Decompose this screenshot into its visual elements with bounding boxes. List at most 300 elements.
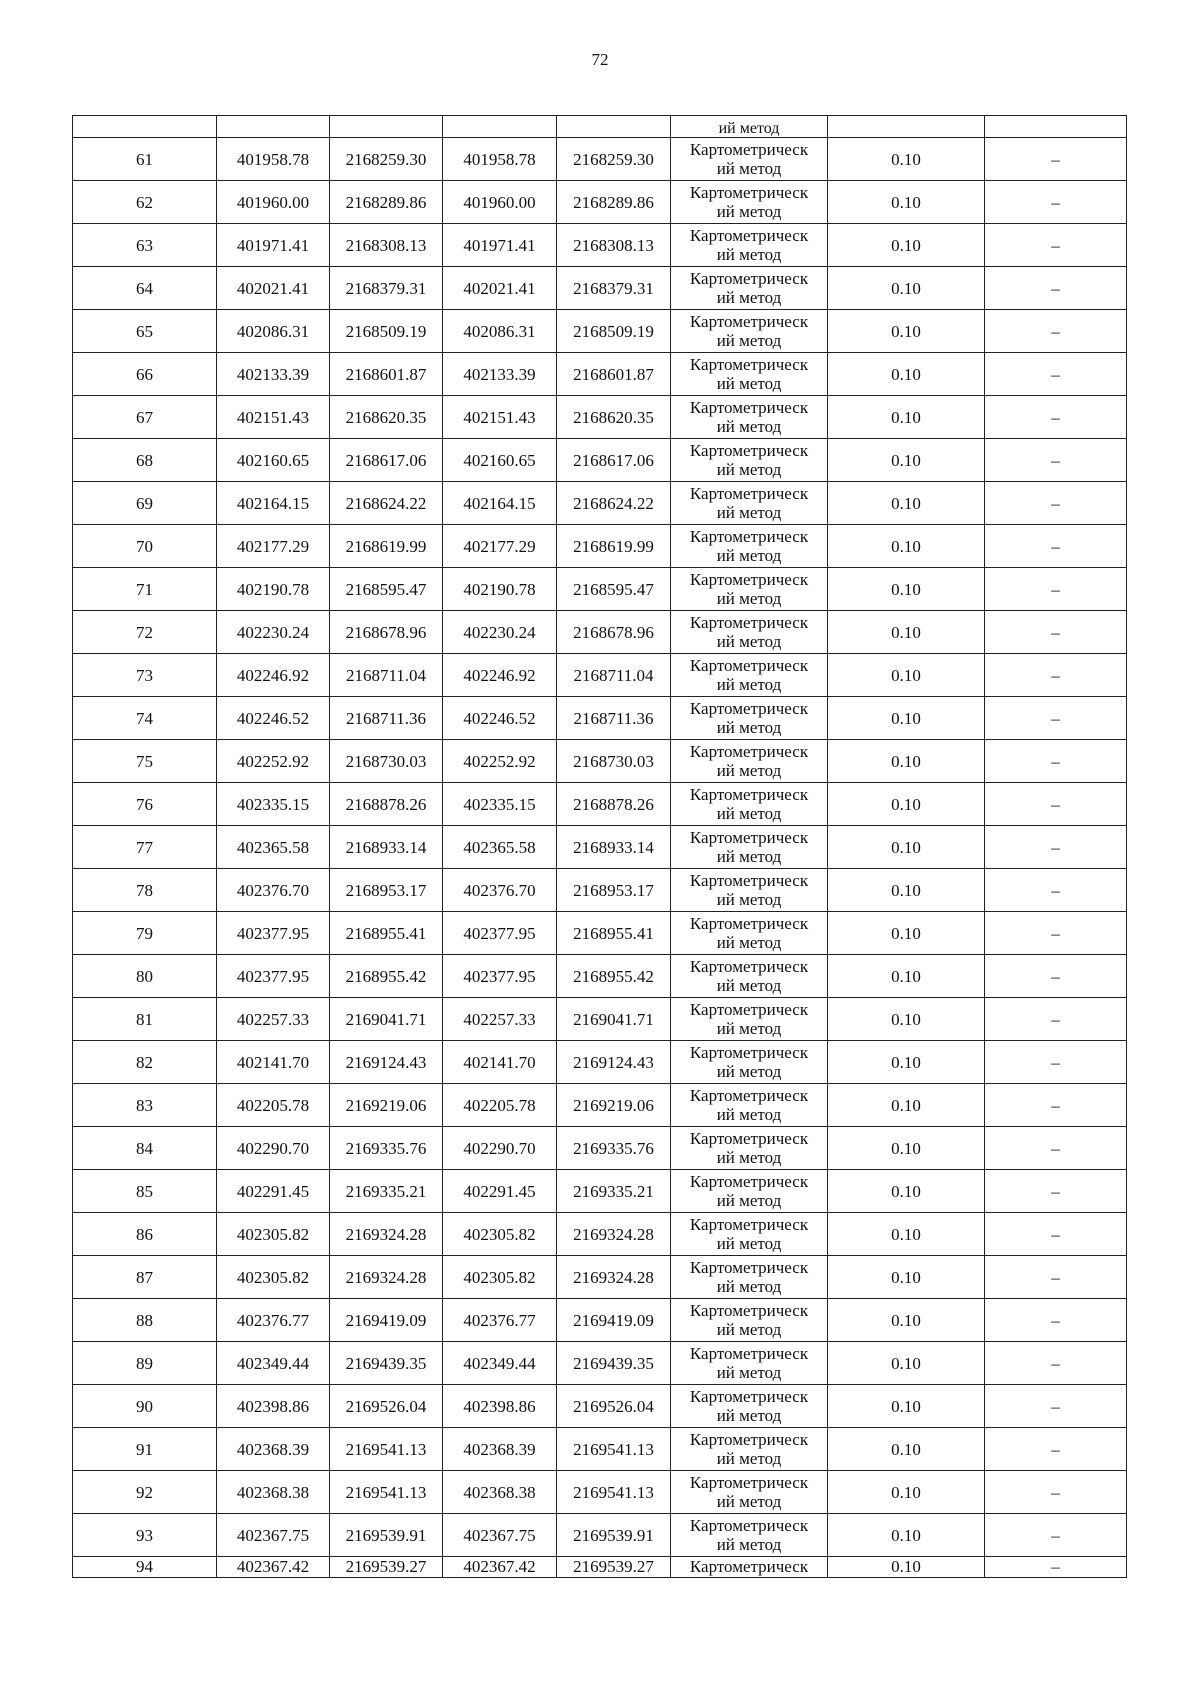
cell-method	[671, 1299, 828, 1342]
cell-note: –	[985, 181, 1127, 224]
table-row	[73, 1041, 1127, 1084]
cell-x-existing: 402335.15	[217, 783, 330, 826]
cell-x-existing: 402368.39	[217, 1428, 330, 1471]
continuation-row	[73, 116, 1127, 138]
cell-point-number: 79	[73, 912, 217, 955]
cell-y-new: 2168620.35	[557, 396, 671, 439]
cell-x-existing: 402377.95	[217, 912, 330, 955]
cell-accuracy: 0.10	[828, 1299, 985, 1342]
cell-accuracy: 0.10	[828, 568, 985, 611]
cell-point-number: 73	[73, 654, 217, 697]
cell-accuracy: 0.10	[828, 267, 985, 310]
cell-note: –	[985, 224, 1127, 267]
cell-y-existing: 2168624.22	[330, 482, 443, 525]
cell-x-existing: 401971.41	[217, 224, 330, 267]
cell-method	[671, 1385, 828, 1428]
cell-y-new: 2169439.35	[557, 1342, 671, 1385]
method-line: ий метод	[716, 1105, 782, 1124]
cell-x-new: 402190.78	[443, 568, 557, 611]
cell-y-existing: 2169219.06	[330, 1084, 443, 1127]
table-row	[73, 1514, 1127, 1557]
method-line: Картометрическ	[689, 1086, 809, 1105]
cell-point-number: 89	[73, 1342, 217, 1385]
cell-accuracy: 0.10	[828, 138, 985, 181]
method-line: Картометрическ	[689, 570, 809, 589]
cell-point-number: 67	[73, 396, 217, 439]
table-row	[73, 1213, 1127, 1256]
method-line: ий метод	[716, 718, 782, 737]
cell-x-existing: 402205.78	[217, 1084, 330, 1127]
cell-x-new: 402367.42	[443, 1557, 557, 1578]
method-line: Картометрическ	[689, 699, 809, 718]
table-row	[73, 654, 1127, 697]
cell-x-existing: 402177.29	[217, 525, 330, 568]
method-line: ий метод	[716, 1277, 782, 1296]
method-line: Картометрическ	[689, 269, 809, 288]
cell-point-number: 84	[73, 1127, 217, 1170]
cell-x-existing: 402349.44	[217, 1342, 330, 1385]
method-line: ий метод	[716, 1191, 782, 1210]
method-line: Картометрическ	[689, 312, 809, 331]
cell-note: –	[985, 826, 1127, 869]
cell-x-existing: 402246.92	[217, 654, 330, 697]
cell-y-existing: 2168730.03	[330, 740, 443, 783]
cell-x-new: 402335.15	[443, 783, 557, 826]
cell-y-new: 2168730.03	[557, 740, 671, 783]
method-line: ий метод	[716, 761, 782, 780]
cell-y-new: 2169324.28	[557, 1256, 671, 1299]
cell-method	[671, 1471, 828, 1514]
cell-x-new: 401960.00	[443, 181, 557, 224]
cell-point-number: 82	[73, 1041, 217, 1084]
cell-method	[671, 697, 828, 740]
table-row	[73, 955, 1127, 998]
cell-note: –	[985, 1557, 1127, 1578]
table-row	[73, 353, 1127, 396]
cell-note: –	[985, 310, 1127, 353]
table-row	[73, 1385, 1127, 1428]
cell-note: –	[985, 740, 1127, 783]
cell-method	[671, 568, 828, 611]
cell-x-existing: 402252.92	[217, 740, 330, 783]
cell-y-new: 2168595.47	[557, 568, 671, 611]
cell-x-new: 402377.95	[443, 955, 557, 998]
method-line: Картометрическ	[689, 183, 809, 202]
cell-x-existing: 402376.70	[217, 869, 330, 912]
cell-point-number: 80	[73, 955, 217, 998]
table-row	[73, 1342, 1127, 1385]
cell-method	[671, 1041, 828, 1084]
cell-note: –	[985, 1170, 1127, 1213]
cell-point-number: 62	[73, 181, 217, 224]
cell-method	[671, 310, 828, 353]
method-line: ий метод	[716, 1492, 782, 1511]
cell-accuracy: 0.10	[828, 1127, 985, 1170]
cell-accuracy: 0.10	[828, 1084, 985, 1127]
cell-method	[671, 482, 828, 525]
cell-method	[671, 1514, 828, 1557]
cell-x-existing: 402257.33	[217, 998, 330, 1041]
cell-note: –	[985, 353, 1127, 396]
method-line: Картометрическ	[689, 1387, 809, 1406]
method-line: ий метод	[716, 460, 782, 479]
method-line: ий метод	[716, 632, 782, 651]
cell-x-existing: 402365.58	[217, 826, 330, 869]
cell-point-number: 71	[73, 568, 217, 611]
method-line: Картометрическ	[689, 828, 809, 847]
cell-y-existing: 2169526.04	[330, 1385, 443, 1428]
cell-point-number: 90	[73, 1385, 217, 1428]
method-line: Картометрическ	[689, 1000, 809, 1019]
cell-y-new: 2169335.21	[557, 1170, 671, 1213]
cell-x-new: 402349.44	[443, 1342, 557, 1385]
cell-point-number: 65	[73, 310, 217, 353]
cell-x-existing: 402367.75	[217, 1514, 330, 1557]
cell-x-existing: 402377.95	[217, 955, 330, 998]
cell-x-new: 402305.82	[443, 1256, 557, 1299]
cell-accuracy: 0.10	[828, 1213, 985, 1256]
cell-note: –	[985, 1127, 1127, 1170]
cell-method: Картометрическ	[671, 1557, 828, 1578]
cell-y-new: 2168379.31	[557, 267, 671, 310]
method-line: Картометрическ	[689, 140, 809, 159]
table-row	[73, 482, 1127, 525]
cell-point-number: 93	[73, 1514, 217, 1557]
cell-x-new: 402230.24	[443, 611, 557, 654]
cell-accuracy: 0.10	[828, 826, 985, 869]
cell-x-new: 402252.92	[443, 740, 557, 783]
method-line: ий метод	[716, 1363, 782, 1382]
table-row	[73, 138, 1127, 181]
cell-method	[671, 267, 828, 310]
cell-accuracy: 0.10	[828, 740, 985, 783]
cell-x-new: 401958.78	[443, 138, 557, 181]
method-line: Картометрическ	[689, 1043, 809, 1062]
cell-x-new: 402367.75	[443, 1514, 557, 1557]
table-row	[73, 396, 1127, 439]
cell-method	[671, 353, 828, 396]
cell-accuracy: 0.10	[828, 353, 985, 396]
cell-x-new: 402133.39	[443, 353, 557, 396]
cell-x-new: 402205.78	[443, 1084, 557, 1127]
cell-method	[671, 869, 828, 912]
cell-y-existing: 2168955.42	[330, 955, 443, 998]
cell-accuracy: 0.10	[828, 1041, 985, 1084]
cell-x-new: 402377.95	[443, 912, 557, 955]
cell-note: –	[985, 1514, 1127, 1557]
cell-point-number: 81	[73, 998, 217, 1041]
cell-x-existing: 401958.78	[217, 138, 330, 181]
cell-y-new: 2169541.13	[557, 1471, 671, 1514]
cell-method	[671, 826, 828, 869]
cell-point-number: 72	[73, 611, 217, 654]
cell-x-new: 402368.38	[443, 1471, 557, 1514]
method-line: ий метод	[716, 1019, 782, 1038]
table-body	[73, 116, 1127, 1578]
cell-y-existing: 2168259.30	[330, 138, 443, 181]
table-row	[73, 224, 1127, 267]
cell-note: –	[985, 138, 1127, 181]
cell-method	[671, 1342, 828, 1385]
cell-note: –	[985, 1256, 1127, 1299]
method-line: ий метод	[716, 202, 782, 221]
cell-point-number: 85	[73, 1170, 217, 1213]
table-row	[73, 1428, 1127, 1471]
cell-x-existing: 402141.70	[217, 1041, 330, 1084]
cell-y-existing: 2168289.86	[330, 181, 443, 224]
table-row	[73, 1084, 1127, 1127]
cell-method	[671, 1084, 828, 1127]
cell-accuracy: 0.10	[828, 1342, 985, 1385]
cell-y-new: 2168289.86	[557, 181, 671, 224]
cell-y-existing: 2168711.04	[330, 654, 443, 697]
cell-y-new: 2168955.42	[557, 955, 671, 998]
method-line: ий метод	[716, 890, 782, 909]
method-line: ий метод	[716, 804, 782, 823]
cell-point-number: 87	[73, 1256, 217, 1299]
cell-x-new: 402086.31	[443, 310, 557, 353]
cell-accuracy: 0.10	[828, 1385, 985, 1428]
cell-accuracy: 0.10	[828, 396, 985, 439]
cell-accuracy: 0.10	[828, 869, 985, 912]
table-row	[73, 1471, 1127, 1514]
cell-x-new: 402151.43	[443, 396, 557, 439]
method-line: ий метод	[716, 288, 782, 307]
cell-accuracy: 0.10	[828, 181, 985, 224]
cell-x-existing: 402021.41	[217, 267, 330, 310]
cell-y-new: 2168711.36	[557, 697, 671, 740]
method-line: Картометрическ	[689, 1129, 809, 1148]
cell-x-existing: 402086.31	[217, 310, 330, 353]
cell-note: –	[985, 912, 1127, 955]
cell-empty	[985, 116, 1127, 138]
method-line: Картометрическ	[689, 1344, 809, 1363]
cell-accuracy: 0.10	[828, 1256, 985, 1299]
method-line: Картометрическ	[689, 613, 809, 632]
table-row	[73, 1256, 1127, 1299]
cell-note: –	[985, 1385, 1127, 1428]
cell-accuracy: 0.10	[828, 439, 985, 482]
cell-y-existing: 2169541.13	[330, 1471, 443, 1514]
cell-y-existing: 2169041.71	[330, 998, 443, 1041]
cell-y-new: 2169324.28	[557, 1213, 671, 1256]
method-line: Картометрическ	[689, 226, 809, 245]
cell-y-existing: 2169324.28	[330, 1213, 443, 1256]
cell-note: –	[985, 1428, 1127, 1471]
cell-method	[671, 912, 828, 955]
method-line: ий метод	[716, 159, 782, 178]
cell-x-new: 402376.70	[443, 869, 557, 912]
cell-accuracy: 0.10	[828, 611, 985, 654]
cell-method	[671, 1256, 828, 1299]
cell-point-number: 63	[73, 224, 217, 267]
cell-x-new: 402177.29	[443, 525, 557, 568]
cell-x-existing: 402367.42	[217, 1557, 330, 1578]
cell-point-number: 83	[73, 1084, 217, 1127]
cell-y-existing: 2168601.87	[330, 353, 443, 396]
cell-y-new: 2168601.87	[557, 353, 671, 396]
method-line: ий метод	[716, 976, 782, 995]
cell-method	[671, 654, 828, 697]
cell-point-number: 70	[73, 525, 217, 568]
cell-point-number: 94	[73, 1557, 217, 1578]
method-line: Картометрическ	[689, 957, 809, 976]
cell-y-new: 2168678.96	[557, 611, 671, 654]
table-row	[73, 869, 1127, 912]
cell-method	[671, 525, 828, 568]
cell-y-new: 2168624.22	[557, 482, 671, 525]
cell-note: –	[985, 1471, 1127, 1514]
cell-x-new: 402160.65	[443, 439, 557, 482]
cell-accuracy: 0.10	[828, 1471, 985, 1514]
cell-note: –	[985, 396, 1127, 439]
cell-x-new: 401971.41	[443, 224, 557, 267]
method-line: Картометрическ	[689, 785, 809, 804]
table-row	[73, 1557, 1127, 1578]
cell-note: –	[985, 1041, 1127, 1084]
cell-note: –	[985, 1213, 1127, 1256]
cell-note: –	[985, 482, 1127, 525]
cell-point-number: 68	[73, 439, 217, 482]
cell-note: –	[985, 869, 1127, 912]
method-line: Картометрическ	[689, 1172, 809, 1191]
cell-x-existing: 402230.24	[217, 611, 330, 654]
method-line: ий метод	[716, 589, 782, 608]
table-row	[73, 181, 1127, 224]
table-row	[73, 826, 1127, 869]
cell-x-existing: 402246.52	[217, 697, 330, 740]
cell-x-new: 402368.39	[443, 1428, 557, 1471]
cell-method	[671, 1127, 828, 1170]
cell-accuracy: 0.10	[828, 482, 985, 525]
page-number: 72	[591, 50, 609, 69]
method-line: Картометрическ	[689, 1516, 809, 1535]
cell-y-new: 2168619.99	[557, 525, 671, 568]
cell-x-existing: 402160.65	[217, 439, 330, 482]
cell-y-new: 2168711.04	[557, 654, 671, 697]
table-row	[73, 1299, 1127, 1342]
cell-y-existing: 2168509.19	[330, 310, 443, 353]
cell-y-new: 2169124.43	[557, 1041, 671, 1084]
cell-x-existing: 402305.82	[217, 1213, 330, 1256]
method-line: ий метод	[716, 245, 782, 264]
cell-y-existing: 2169324.28	[330, 1256, 443, 1299]
cell-x-existing: 402190.78	[217, 568, 330, 611]
cell-x-existing: 402291.45	[217, 1170, 330, 1213]
cell-y-new: 2169219.06	[557, 1084, 671, 1127]
cell-empty	[828, 116, 985, 138]
cell-x-new: 402246.52	[443, 697, 557, 740]
cell-method	[671, 1213, 828, 1256]
cell-note: –	[985, 955, 1127, 998]
method-line: Картометрическ	[689, 527, 809, 546]
cell-x-existing: 402368.38	[217, 1471, 330, 1514]
method-line: ий метод	[716, 1062, 782, 1081]
table-row	[73, 611, 1127, 654]
cell-x-new: 402376.77	[443, 1299, 557, 1342]
cell-y-new: 2169335.76	[557, 1127, 671, 1170]
method-line: ий метод	[716, 1148, 782, 1167]
table-row	[73, 310, 1127, 353]
cell-y-existing: 2169541.13	[330, 1428, 443, 1471]
method-line: ий метод	[716, 1449, 782, 1468]
cell-x-existing: 401960.00	[217, 181, 330, 224]
table-row	[73, 439, 1127, 482]
method-line: ий метод	[716, 1406, 782, 1425]
cell-y-existing: 2168711.36	[330, 697, 443, 740]
cell-accuracy: 0.10	[828, 783, 985, 826]
cell-accuracy: 0.10	[828, 224, 985, 267]
cell-y-new: 2168955.41	[557, 912, 671, 955]
cell-x-new: 402305.82	[443, 1213, 557, 1256]
cell-note: –	[985, 783, 1127, 826]
method-line: ий метод	[716, 374, 782, 393]
table-row	[73, 267, 1127, 310]
method-line: Картометрическ	[689, 914, 809, 933]
cell-method	[671, 439, 828, 482]
cell-x-new: 402290.70	[443, 1127, 557, 1170]
cell-method-tail: ий метод	[671, 116, 828, 138]
cell-y-new: 2169526.04	[557, 1385, 671, 1428]
cell-y-existing: 2169419.09	[330, 1299, 443, 1342]
cell-y-existing: 2169539.27	[330, 1557, 443, 1578]
cell-x-new: 402398.86	[443, 1385, 557, 1428]
cell-y-existing: 2168878.26	[330, 783, 443, 826]
method-line: ий метод	[716, 933, 782, 952]
method-line: Картометрическ	[689, 355, 809, 374]
cell-note: –	[985, 1342, 1127, 1385]
cell-point-number: 74	[73, 697, 217, 740]
cell-note: –	[985, 697, 1127, 740]
method-line: Картометрическ	[689, 742, 809, 761]
method-line: ий метод	[716, 1535, 782, 1554]
cell-x-new: 402164.15	[443, 482, 557, 525]
method-line: ий метод	[716, 847, 782, 866]
method-line: Картометрическ	[689, 1301, 809, 1320]
cell-y-new: 2169539.27	[557, 1557, 671, 1578]
cell-point-number: 77	[73, 826, 217, 869]
cell-y-existing: 2169539.91	[330, 1514, 443, 1557]
table-row	[73, 1127, 1127, 1170]
table-row	[73, 697, 1127, 740]
method-line: Картометрическ	[689, 1473, 809, 1492]
cell-x-new: 402141.70	[443, 1041, 557, 1084]
cell-x-existing: 402164.15	[217, 482, 330, 525]
cell-method	[671, 955, 828, 998]
cell-x-new: 402021.41	[443, 267, 557, 310]
cell-method	[671, 998, 828, 1041]
cell-accuracy: 0.10	[828, 1428, 985, 1471]
cell-x-new: 402365.58	[443, 826, 557, 869]
cell-y-new: 2169041.71	[557, 998, 671, 1041]
cell-accuracy: 0.10	[828, 912, 985, 955]
cell-note: –	[985, 1084, 1127, 1127]
cell-y-existing: 2168308.13	[330, 224, 443, 267]
table-row	[73, 998, 1127, 1041]
cell-y-existing: 2168678.96	[330, 611, 443, 654]
cell-y-existing: 2169335.76	[330, 1127, 443, 1170]
cell-y-new: 2169541.13	[557, 1428, 671, 1471]
cell-point-number: 61	[73, 138, 217, 181]
cell-empty	[557, 116, 671, 138]
table-row	[73, 783, 1127, 826]
cell-method	[671, 611, 828, 654]
cell-accuracy: 0.10	[828, 1170, 985, 1213]
cell-method	[671, 783, 828, 826]
cell-x-new: 402257.33	[443, 998, 557, 1041]
cell-point-number: 78	[73, 869, 217, 912]
cell-y-existing: 2168933.14	[330, 826, 443, 869]
